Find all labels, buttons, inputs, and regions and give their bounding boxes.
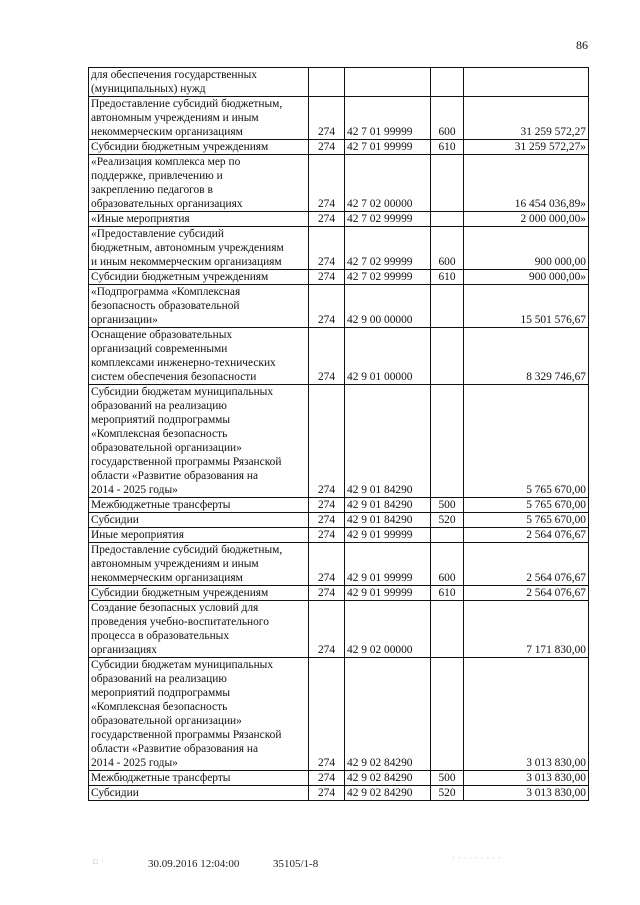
target-article-code: 42 7 01 99999	[345, 97, 431, 140]
department-code: 274	[309, 658, 345, 771]
expense-type-code	[431, 385, 464, 498]
department-code: 274	[309, 227, 345, 270]
row-description-line: образовательной организации»	[91, 715, 242, 727]
row-description-line: комплексами инженерно-технических	[91, 357, 276, 369]
table-row	[89, 140, 589, 155]
row-description-line: Субсидии бюджетным учреждениям	[91, 587, 269, 599]
target-article-code: 42 9 01 99999	[345, 586, 431, 601]
row-description	[89, 328, 309, 385]
page-number: 86	[576, 38, 588, 52]
row-description	[89, 227, 309, 270]
target-article-code: 42 9 02 84290	[345, 658, 431, 771]
amount: 2 564 076,67	[464, 543, 589, 586]
expense-type-code	[431, 601, 464, 658]
row-description-line: проведения учебно-воспитательного	[91, 616, 269, 628]
department-code: 274	[309, 328, 345, 385]
row-description	[89, 68, 309, 97]
row-description-line: Иные мероприятия	[91, 529, 184, 541]
budget-table	[88, 67, 589, 801]
table-row	[89, 786, 589, 801]
target-article-code: 42 9 02 00000	[345, 601, 431, 658]
row-description-line: некоммерческим организациям	[91, 126, 243, 138]
department-code	[309, 68, 345, 97]
amount: 31 259 572,27	[464, 97, 589, 140]
row-description	[89, 658, 309, 771]
department-code: 274	[309, 97, 345, 140]
target-article-code	[345, 68, 431, 97]
row-description-line: «Иные мероприятия	[91, 213, 190, 225]
target-article-code: 42 9 01 99999	[345, 543, 431, 586]
row-description-line: образовательной организации»	[91, 442, 242, 454]
row-description-line: «Комплексная безопасность	[91, 701, 228, 713]
row-description-line: «Реализация комплекса мер по	[91, 156, 241, 168]
target-article-code: 42 9 00 00000	[345, 285, 431, 328]
table-row	[89, 771, 589, 786]
row-description-line: поддержке, привлечению и	[91, 170, 223, 182]
expense-type-code: 520	[431, 786, 464, 801]
row-description-line: Субсидии	[91, 514, 139, 526]
amount: 2 564 076,67	[464, 586, 589, 601]
expense-type-code	[431, 68, 464, 97]
row-description-line: образований на реализацию	[91, 673, 227, 685]
row-description-line: области «Развитие образования на	[91, 470, 259, 482]
expense-type-code: 610	[431, 586, 464, 601]
amount: 15 501 576,67	[464, 285, 589, 328]
expense-type-code: 600	[431, 227, 464, 270]
budget-table-body	[89, 68, 589, 801]
department-code: 274	[309, 270, 345, 285]
department-code: 274	[309, 155, 345, 212]
department-code: 274	[309, 601, 345, 658]
row-description	[89, 771, 309, 786]
amount: 900 000,00»	[464, 270, 589, 285]
table-row	[89, 227, 589, 270]
table-row	[89, 586, 589, 601]
table-row	[89, 543, 589, 586]
expense-type-code	[431, 528, 464, 543]
department-code: 274	[309, 786, 345, 801]
target-article-code: 42 9 02 84290	[345, 771, 431, 786]
table-row	[89, 385, 589, 498]
target-article-code: 42 9 01 84290	[345, 385, 431, 498]
row-description	[89, 528, 309, 543]
row-description-line: мероприятий подпрограммы	[91, 414, 231, 426]
row-description-line: «Предоставление субсидий	[91, 228, 224, 240]
row-description-line: Оснащение образовательных	[91, 329, 233, 341]
row-description-line: бюджетным, автономным учреждениям	[91, 242, 284, 254]
row-description-line: Предоставление субсидий бюджетным,	[91, 98, 283, 110]
row-description	[89, 601, 309, 658]
row-description	[89, 155, 309, 212]
target-article-code: 42 7 01 99999	[345, 140, 431, 155]
row-description-line: «Комплексная безопасность	[91, 428, 228, 440]
table-row	[89, 68, 589, 97]
row-description-line: Межбюджетные трансферты	[91, 772, 231, 784]
target-article-code: 42 7 02 00000	[345, 155, 431, 212]
expense-type-code	[431, 285, 464, 328]
table-row	[89, 498, 589, 513]
row-description-line: Создание безопасных условий для	[91, 602, 259, 614]
amount: 5 765 670,00	[464, 385, 589, 498]
expense-type-code: 610	[431, 140, 464, 155]
table-row	[89, 658, 589, 771]
row-description-line: Субсидии бюджетам муниципальных	[91, 386, 274, 398]
row-description-line: мероприятий подпрограммы	[91, 687, 231, 699]
department-code: 274	[309, 498, 345, 513]
department-code: 274	[309, 528, 345, 543]
row-description-line: систем обеспечения безопасности	[91, 371, 257, 383]
amount: 2 564 076,67	[464, 528, 589, 543]
expense-type-code: 500	[431, 498, 464, 513]
footer-timestamp: 30.09.2016 12:04:00	[148, 858, 240, 870]
row-description	[89, 97, 309, 140]
row-description-line: некоммерческим организациям	[91, 572, 243, 584]
row-description-line: 2014 - 2025 годы»	[91, 484, 178, 496]
expense-type-code: 520	[431, 513, 464, 528]
row-description-line: организаций современными	[91, 343, 228, 355]
expense-type-code: 600	[431, 543, 464, 586]
target-article-code: 42 7 02 99999	[345, 270, 431, 285]
table-row	[89, 285, 589, 328]
table-row	[89, 328, 589, 385]
row-description	[89, 786, 309, 801]
department-code: 274	[309, 586, 345, 601]
row-description-line: Субсидии бюджетам муниципальных	[91, 659, 274, 671]
target-article-code: 42 7 02 99999	[345, 212, 431, 227]
department-code: 274	[309, 543, 345, 586]
table-row	[89, 97, 589, 140]
row-description	[89, 385, 309, 498]
amount: 3 013 830,00	[464, 658, 589, 771]
amount: 5 765 670,00	[464, 513, 589, 528]
expense-type-code: 600	[431, 97, 464, 140]
table-row	[89, 155, 589, 212]
amount: 900 000,00	[464, 227, 589, 270]
row-description-line: организациях	[91, 644, 157, 656]
target-article-code: 42 7 02 99999	[345, 227, 431, 270]
row-description-line: и иным некоммерческим организациям	[91, 256, 282, 268]
table-row	[89, 513, 589, 528]
department-code: 274	[309, 285, 345, 328]
amount	[464, 68, 589, 97]
row-description-line: Межбюджетные трансферты	[91, 499, 231, 511]
footer-document-number: 35105/1-8	[273, 858, 319, 870]
amount: 3 013 830,00	[464, 786, 589, 801]
scan-artifact-stamp: · · · · · · · · ·	[452, 854, 501, 864]
row-description-line: государственной программы Рязанской	[91, 729, 282, 741]
department-code: 274	[309, 385, 345, 498]
table-row	[89, 270, 589, 285]
row-description	[89, 140, 309, 155]
row-description-line: безопасность образовательной	[91, 300, 240, 312]
row-description	[89, 270, 309, 285]
row-description	[89, 586, 309, 601]
table-row	[89, 212, 589, 227]
amount: 2 000 000,00»	[464, 212, 589, 227]
amount: 31 259 572,27»	[464, 140, 589, 155]
amount: 3 013 830,00	[464, 771, 589, 786]
expense-type-code	[431, 658, 464, 771]
target-article-code: 42 9 02 84290	[345, 786, 431, 801]
row-description-line: процесса в образовательных	[91, 630, 230, 642]
row-description-line: для обеспечения государственных	[91, 69, 257, 81]
amount: 7 171 830,00	[464, 601, 589, 658]
target-article-code: 42 9 01 84290	[345, 498, 431, 513]
expense-type-code	[431, 155, 464, 212]
department-code: 274	[309, 212, 345, 227]
amount: 8 329 746,67	[464, 328, 589, 385]
row-description-line: (муниципальных) нужд	[91, 83, 206, 95]
target-article-code: 42 9 01 84290	[345, 513, 431, 528]
row-description	[89, 543, 309, 586]
target-article-code: 42 9 01 00000	[345, 328, 431, 385]
table-row	[89, 601, 589, 658]
row-description-line: области «Развитие образования на	[91, 743, 259, 755]
row-description-line: Субсидии бюджетным учреждениям	[91, 141, 269, 153]
row-description-line: образовательных организациях	[91, 198, 243, 210]
expense-type-code	[431, 328, 464, 385]
row-description-line: образований на реализацию	[91, 400, 227, 412]
row-description-line: автономным учреждениям и иным	[91, 558, 259, 570]
row-description-line: закреплению педагогов в	[91, 184, 213, 196]
row-description	[89, 498, 309, 513]
row-description	[89, 513, 309, 528]
row-description	[89, 212, 309, 227]
row-description-line: автономным учреждениям и иным	[91, 112, 259, 124]
department-code: 274	[309, 140, 345, 155]
amount: 5 765 670,00	[464, 498, 589, 513]
scan-artifact-mark: ▫ ·	[92, 857, 104, 867]
row-description-line: государственной программы Рязанской	[91, 456, 282, 468]
target-article-code: 42 9 01 99999	[345, 528, 431, 543]
expense-type-code	[431, 212, 464, 227]
row-description-line: Субсидии бюджетным учреждениям	[91, 271, 269, 283]
department-code: 274	[309, 513, 345, 528]
row-description	[89, 285, 309, 328]
row-description-line: 2014 - 2025 годы»	[91, 757, 178, 769]
table-row	[89, 528, 589, 543]
expense-type-code: 610	[431, 270, 464, 285]
row-description-line: Предоставление субсидий бюджетным,	[91, 544, 283, 556]
department-code: 274	[309, 771, 345, 786]
expense-type-code: 500	[431, 771, 464, 786]
amount: 16 454 036,89»	[464, 155, 589, 212]
row-description-line: организации»	[91, 314, 158, 326]
row-description-line: Субсидии	[91, 787, 139, 799]
row-description-line: «Подпрограмма «Комплексная	[91, 286, 241, 298]
